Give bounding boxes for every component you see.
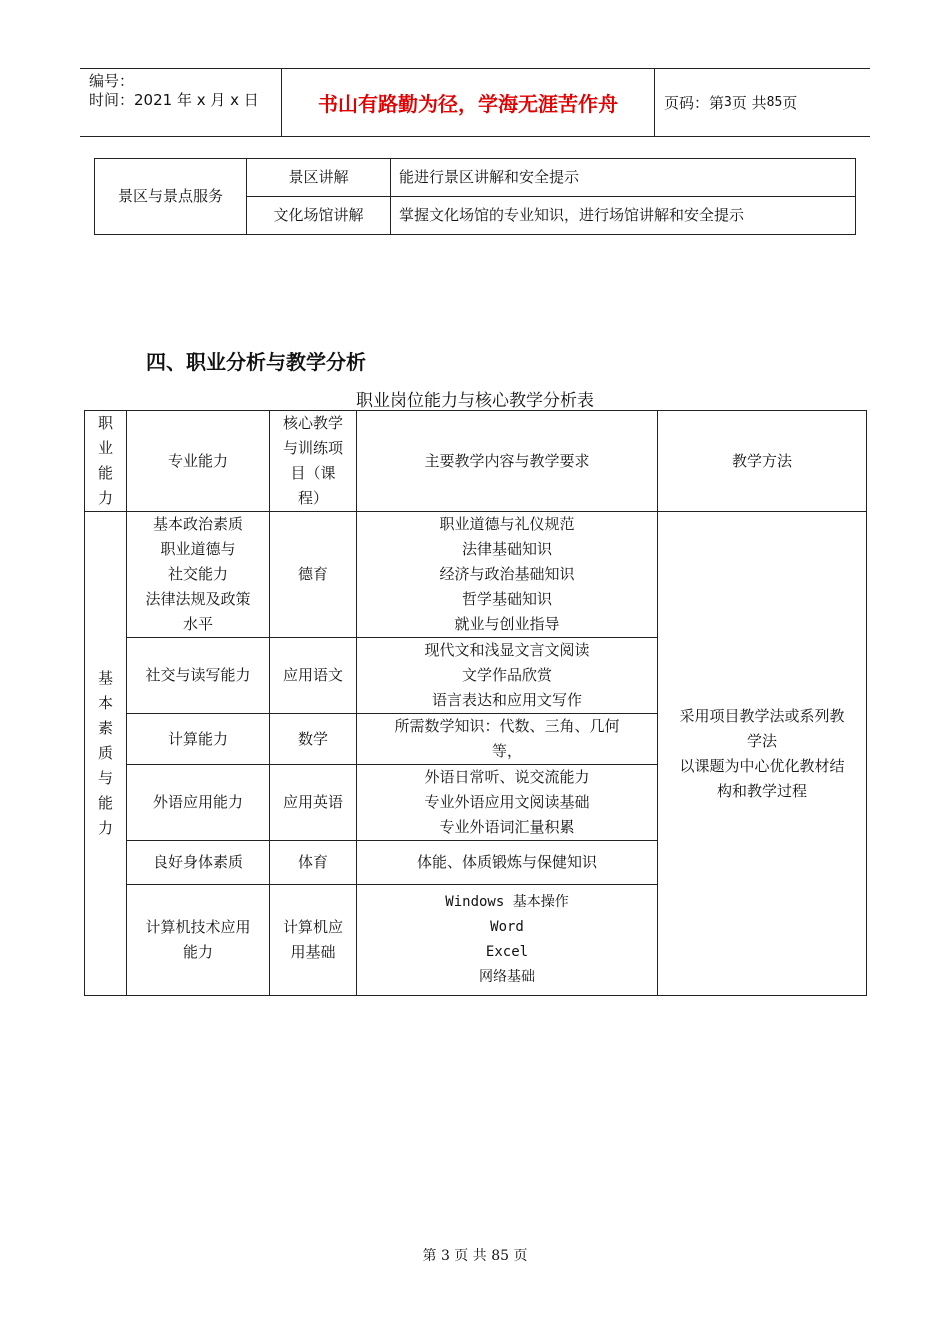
ability-cell: 社交与读写能力 (127, 638, 270, 714)
course-cell: 体育 (270, 841, 357, 885)
course-cell: 应用语文 (270, 638, 357, 714)
table-caption: 职业岗位能力与核心教学分析表 (356, 391, 594, 411)
skill-cell: 景区讲解 (247, 159, 391, 197)
course-cell: 数学 (270, 714, 357, 765)
header-teaching-method: 教学方法 (658, 411, 867, 512)
page-header (80, 68, 870, 137)
header-core-course: 核心教学 与训练项 目（课 程） (270, 411, 357, 512)
header-professional-ability: 专业能力 (127, 411, 270, 512)
section-title: 四、职业分析与教学分析 (146, 350, 366, 374)
course-cell: 计算机应 用基础 (270, 885, 357, 996)
doc-date: 时间：2021 年 x 月 x 日 (89, 91, 259, 109)
course-cell: 应用英语 (270, 765, 357, 841)
method-cell: 采用项目教学法或系列教 学法 以课题为中心优化教材结 构和教学过程 (658, 512, 867, 996)
page-total: 85 (766, 95, 783, 110)
page-mid: 页 共 (731, 94, 767, 112)
ability-cell: 基本政治素质 职业道德与 社交能力 法律法规及政策 水平 (127, 512, 270, 638)
ability-cell: 外语应用能力 (127, 765, 270, 841)
header-meta (80, 69, 280, 136)
table-row (85, 512, 867, 638)
description-cell: 能进行景区讲解和安全提示 (391, 159, 856, 197)
content-cell: 外语日常听、说交流能力 专业外语应用文阅读基础 专业外语词汇量积累 (357, 765, 658, 841)
content-cell: 所需数学知识：代数、三角、几何 等， (357, 714, 658, 765)
content-cell: Windows 基本操作 Word Excel 网络基础 (357, 885, 658, 996)
doc-number-label: 编号： (89, 72, 135, 90)
category-cell: 景区与景点服务 (95, 159, 247, 235)
analysis-table (84, 410, 867, 996)
group-label-cell: 基 本 素 质 与 能 力 (85, 512, 127, 996)
page-footer: 第 3 页 共 85 页 (422, 1248, 528, 1264)
content-cell: 体能、体质锻炼与保健知识 (357, 841, 658, 885)
page-suffix: 页 (782, 94, 798, 112)
header-page-indicator (664, 69, 797, 136)
ability-cell: 计算机技术应用 能力 (127, 885, 270, 996)
header-teaching-content: 主要教学内容与教学要求 (357, 411, 658, 512)
page-prefix: 页码：第 (664, 94, 725, 112)
ability-cell: 计算能力 (127, 714, 270, 765)
course-cell: 德育 (270, 512, 357, 638)
table-row (95, 159, 856, 197)
header-motto: 书山有路勤为径，学海无涯苦作舟 (281, 69, 655, 136)
header-career-ability: 职 业 能 力 (85, 411, 127, 512)
ability-cell: 良好身体素质 (127, 841, 270, 885)
content-cell: 职业道德与礼仪规范 法律基础知识 经济与政治基础知识 哲学基础知识 就业与创业指导 (357, 512, 658, 638)
skill-cell: 文化场馆讲解 (247, 197, 391, 235)
header-row (85, 411, 867, 512)
scenic-service-table (94, 158, 856, 235)
content-cell: 现代文和浅显文言文阅读 文学作品欣赏 语言表达和应用文写作 (357, 638, 658, 714)
page-number: 3 (724, 95, 732, 110)
description-cell: 掌握文化场馆的专业知识，进行场馆讲解和安全提示 (391, 197, 856, 235)
